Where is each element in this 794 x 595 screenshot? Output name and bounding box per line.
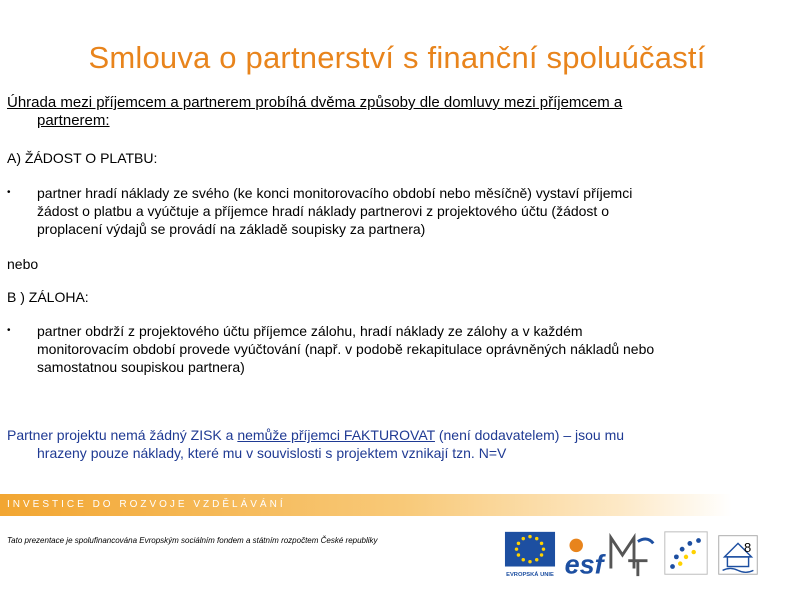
bullet-b-line-2: monitorovacím období provede vyúčtování (např. v podobě rekapitulace oprávněných nákladů nebo	[37, 341, 655, 357]
institution-seal-logo	[719, 536, 758, 575]
bullet-a	[7, 184, 752, 238]
esf-logo	[565, 539, 607, 580]
eu-flag-logo	[505, 532, 555, 578]
bullet-b	[7, 322, 752, 376]
para-part-2: (není dodavatelem) – jsou mu	[434, 427, 625, 443]
profit-paragraph	[7, 426, 767, 462]
esf-text: esf	[564, 549, 604, 580]
bullet-a-line-3: proplacení výdajů se provádí na základě soupisky za partnera)	[37, 221, 426, 237]
msmt-text: MŠMT	[503, 528, 506, 529]
eu-label: EVROPSKÁ UNIE	[506, 572, 554, 579]
bullet-dot: •	[7, 325, 11, 336]
cofinancing-footnote: Tato prezentace je spolufinancována Evropským sociálním fondem a státním rozpočtem České republiky	[7, 536, 378, 545]
intro-text	[7, 94, 767, 130]
bullet-b-line-1: partner obdrží z projektového účtu příjemce zálohu, hradí náklady ze zálohy a v každém	[37, 323, 583, 339]
para-part-1: Partner projektu nemá žádný ZISK a	[7, 427, 238, 443]
bullet-a-line-2: žádost o platbu a vyúčtuje a příjemce hradí náklady partnerovi z projektového účtu (žádost o	[37, 203, 609, 219]
dots-arc-logo	[665, 532, 707, 574]
investment-banner	[0, 494, 732, 516]
para-line-2: hrazeny pouze náklady, které mu v souvislosti s projektem vznikají tzn. N=V	[37, 445, 507, 461]
partner-logos	[498, 528, 770, 580]
bullet-a-line-1: partner hradí náklady ze svého (ke konci monitorovacího období nebo měsíčně) vystaví příjemci	[37, 185, 633, 201]
slide-title: Smlouva o partnerství s finanční spoluúčastí	[88, 40, 706, 75]
banner-text: INVESTICE DO ROZVOJE VZDĚLÁVÁNÍ	[7, 499, 286, 510]
section-a-heading: A) ŽÁDOST O PLATBU:	[7, 150, 158, 166]
bullet-dot: •	[7, 187, 11, 198]
para-underlined: nemůže příjemci FAKTUROVAT	[237, 427, 435, 443]
section-b-heading: B ) ZÁLOHA:	[7, 289, 89, 305]
page-number: 8	[744, 540, 752, 555]
intro-line-2: partnerem:	[37, 112, 110, 129]
nebo-text: nebo	[7, 256, 39, 272]
bullet-b-line-3: samostatnou soupiskou partnera)	[37, 359, 245, 375]
intro-line-1: Úhrada mezi příjemcem a partnerem probíhá dvěma způsoby dle domluvy mezi příjemcem a	[7, 94, 623, 111]
